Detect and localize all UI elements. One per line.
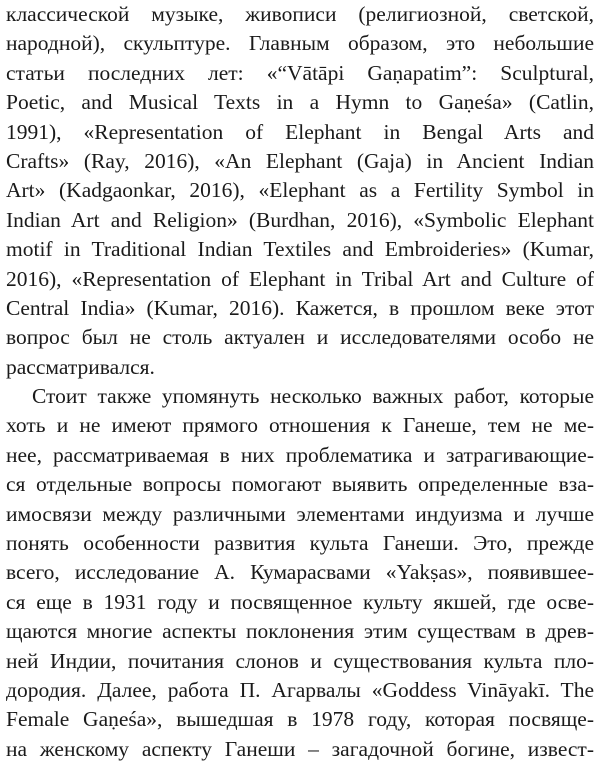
text-line: дородия. Далее, работа П. Агарвалы «Goddess Vināyakī. The [6,677,594,702]
text-line: классической музыке, живописи (религиозной, светской, [6,2,594,26]
paragraph-1 [6,0,594,382]
paragraph-2 [6,382,594,764]
text-line: 1991), «Representation of Elephant in Bengal Arts and [6,119,594,144]
text-line: нее, рассматриваемая в них проблематика и затрагивающие- [6,442,594,467]
text-line: Poetic, and Musical Texts in a Hymn to Gaṇeśa» (Catlin, [6,90,594,115]
text-line: ней Индии, почитания слонов и существования культа пло- [6,648,594,673]
text-line: статьи последних лет: «“Vātāpi Gaṇapatim”: Sculptural, [6,60,594,85]
text-line: имосвязи между различными элементами индуизма и лучше [6,501,594,526]
text-line: хоть и не имеют прямого отношения к Ганеше, тем не ме- [6,413,594,438]
text-line: рассматривался. [6,354,155,379]
text-line: Crafts» (Ray, 2016), «An Elephant (Gaja) in Ancient Indian [6,148,594,173]
text-line: motif in Traditional Indian Textiles and Embroideries» (Kumar, [6,237,594,262]
text-line: понять особенности развития культа Ганеши. Это, прежде [6,531,594,556]
text-line: Стоит также упомянуть несколько важных работ, которые [32,384,594,409]
document-page [6,0,594,764]
text-line: народной), скульптуре. Главным образом, это небольшие [6,31,594,56]
text-line: 2016), «Representation of Elephant in Tribal Art and Culture of [6,266,594,291]
text-line: Female Gaṇeśa», вышедшая в 1978 году, которая посвяще- [6,707,594,732]
text-line: на женскому аспекту Ганеши – загадочной богине, извест- [6,736,594,761]
text-line: ся еще в 1931 году и посвященное культу якшей, где осве- [6,589,594,614]
text-line: Art» (Kadgaonkar, 2016), «Elephant as a Fertility Symbol in [6,178,594,203]
text-line: ся отдельные вопросы помогают выявить определенные вза- [6,472,594,497]
text-line: щаются многие аспекты поклонения этим существам в древ- [6,619,594,644]
text-line: Indian Art and Religion» (Burdhan, 2016), «Symbolic Elephant [6,207,594,232]
text-line: всего, исследование А. Кумарасвами «Yakṣas», появившее- [6,560,594,585]
text-line: Central India» (Kumar, 2016). Кажется, в прошлом веке этот [6,295,594,320]
text-line: вопрос был не столь актуален и исследователями особо не [6,325,594,350]
